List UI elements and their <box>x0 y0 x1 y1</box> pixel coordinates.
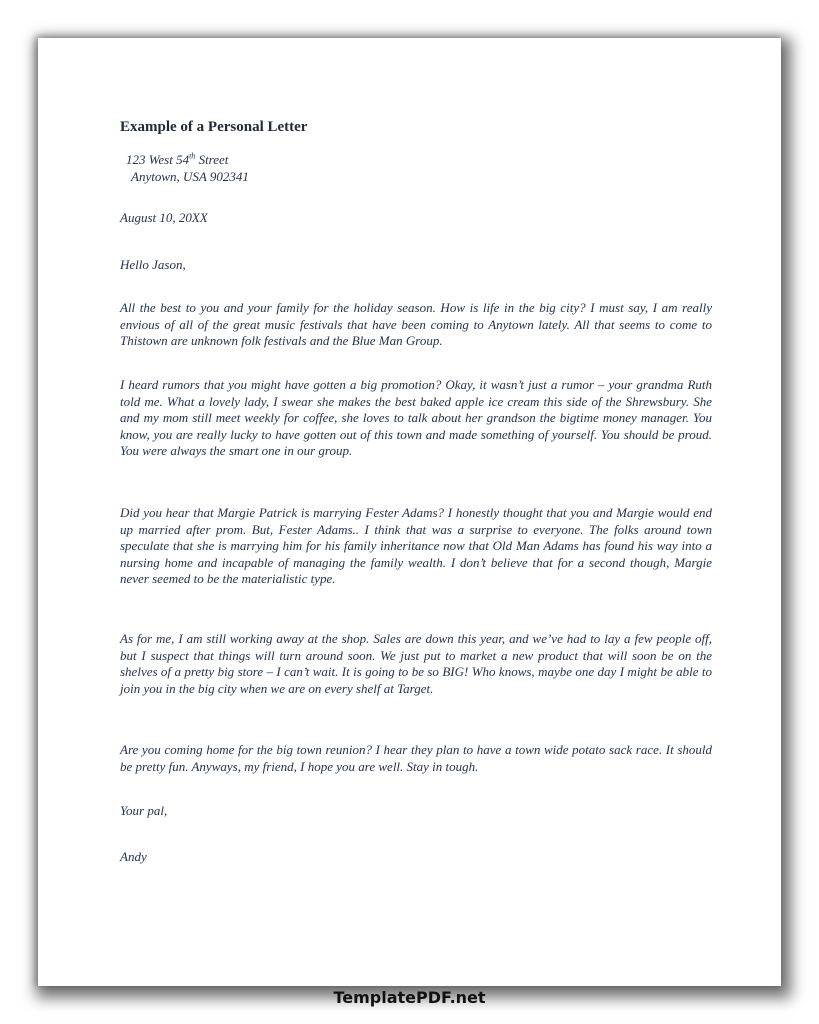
letter-title: Example of a Personal Letter <box>120 119 308 135</box>
body-paragraph: Are you coming home for the big town reunion? I hear they plan to have a town wide potato sack race. It should be pretty fun. Anyways, my friend, I hope you are well. Stay in tough. <box>120 742 712 774</box>
body-paragraph: Did you hear that Margie Patrick is marrying Fester Adams? I honestly thought that you and Margie would end up married after prom. But, Fester Adams.. I think that was a surprise to everyone. The folks around town speculate that she is marrying him for his family inheritance now that Old Man Adams has found his way into a nursing home and incapable of managing the family wealth. I don’t believe that for a second though, Margie never seemed to be the materialistic type. <box>120 505 712 587</box>
address-line-1: 123 West 54th Street <box>126 151 229 167</box>
signature: Andy <box>120 849 147 864</box>
body-paragraph: All the best to you and your family for the holiday season. How is life in the big city? I must say, I am really envious of all of the great music festivals that have been coming to Anytown lately. All that seems to come to Thistown are unknown folk festivals and the Blue Man Group. <box>120 300 712 349</box>
address-line-2: Anytown, USA 902341 <box>131 169 249 184</box>
body-paragraph: I heard rumors that you might have gotten a big promotion? Okay, it wasn’t just a rumor – your grandma Ruth told me. What a lovely lady, I swear she makes the best baked apple ice cream this side of the Shrewsbury. She and my mom still meet weekly for coffee, she loves to talk about her grandson the bigtime money manager. You know, you are really lucky to have gotten out of this town and made something of yourself. You should be proud. You were always the smart one in our group. <box>120 377 712 459</box>
greeting: Hello Jason, <box>120 257 186 272</box>
letter-page <box>38 38 781 986</box>
sender-address <box>126 151 249 185</box>
letter-date: August 10, 20XX <box>120 210 208 225</box>
closing: Your pal, <box>120 803 168 818</box>
watermark-text: TemplatePDF.net <box>333 988 486 1007</box>
body-paragraph: As for me, I am still working away at the shop. Sales are down this year, and we’ve had to lay a few people off, but I suspect that things will turn around soon. We just put to market a new product that will soon be on the shelves of a pretty big store – I can’t wait. It is going to be so BIG! Who knows, maybe one day I might be able to join you in the big city when we are on every shelf at Target. <box>120 631 712 696</box>
